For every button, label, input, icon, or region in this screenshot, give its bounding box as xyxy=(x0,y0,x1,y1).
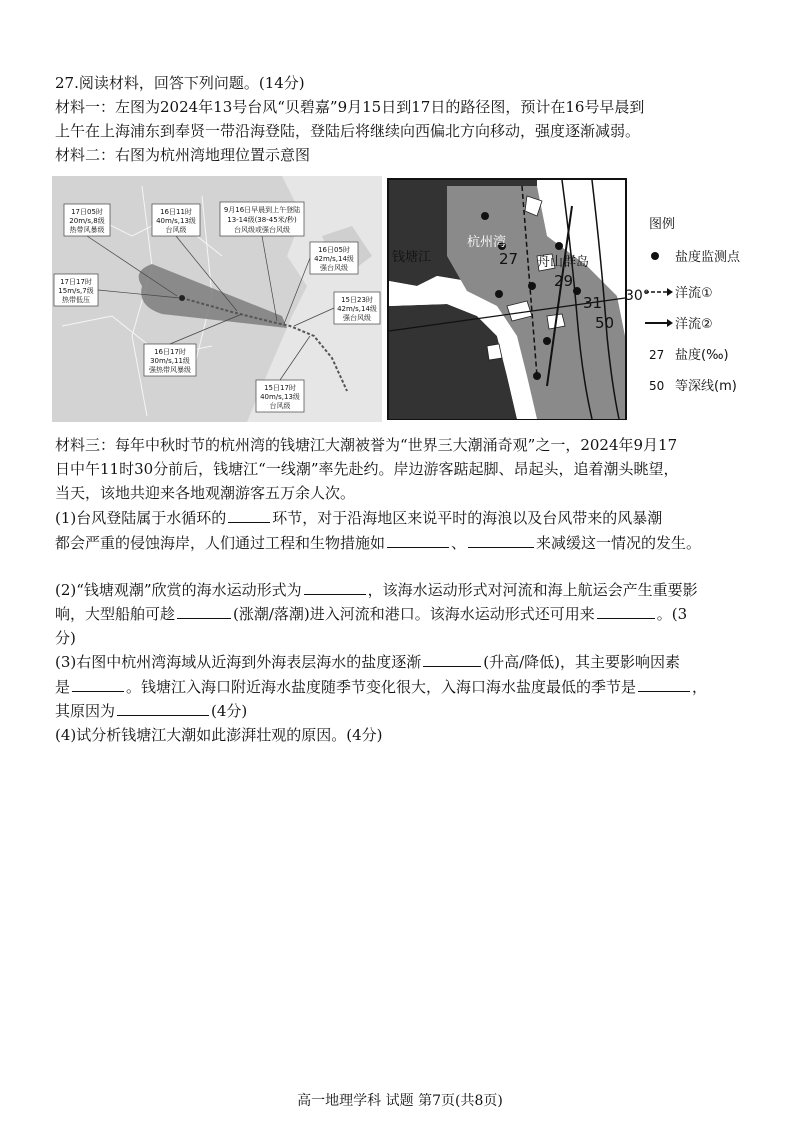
q2-line-1 xyxy=(55,579,698,601)
q3-line-1 xyxy=(55,651,680,673)
legend-depth-value: 50 xyxy=(649,379,665,393)
q3-text-f: 其原因为 xyxy=(55,702,116,720)
place-hangzhouwan: 杭州湾 xyxy=(467,235,507,250)
legend-station: 盐度监测点 xyxy=(675,250,741,265)
depth-50: 50 xyxy=(595,314,615,332)
q1-text-d: 、 xyxy=(451,534,467,552)
typhoon-label-0-l3: 热带风暴级 xyxy=(69,226,105,234)
q2-blank-1[interactable] xyxy=(304,580,366,595)
typhoon-label-6-l2: 30m/s,11级 xyxy=(150,357,190,365)
q1-blank-2[interactable] xyxy=(387,533,449,548)
q3-line-2 xyxy=(55,676,707,698)
q1-blank-1[interactable] xyxy=(228,508,270,523)
q1-blank-3[interactable] xyxy=(468,533,534,548)
salinity-27: 27 xyxy=(499,250,519,268)
material-3-line-1: 材料三：每年中秋时节的杭州湾的钱塘江大潮被誉为“世界三大潮涌奇观”之一，2024年9月17 xyxy=(55,436,678,454)
q2-line-3: 分) xyxy=(55,629,76,647)
typhoon-label-1-l3: 台风级 xyxy=(165,226,187,234)
latitude-30: 30° xyxy=(625,288,650,304)
typhoon-label-5-l1: 15日23时 xyxy=(341,296,373,304)
q2-line-2 xyxy=(55,603,687,625)
q4-line: (4)试分析钱塘江大潮如此澎湃壮观的原因。(4分) xyxy=(55,726,383,744)
q2-blank-3[interactable] xyxy=(597,604,655,619)
hangzhou-bay-map xyxy=(387,176,743,422)
legend-current1: 洋流① xyxy=(675,286,713,301)
material-2: 材料二：右图为杭州湾地理位置示意图 xyxy=(55,146,311,164)
q2-text-e: 。(3 xyxy=(656,605,688,623)
typhoon-label-7-l3: 台风级 xyxy=(269,402,291,410)
q2-text-d: (涨潮/落潮)进入河流和港口。该海水运动形式还可用来 xyxy=(233,605,595,623)
typhoon-label-5-l2: 42m/s,14级 xyxy=(337,305,377,313)
typhoon-label-2-l1: 9月16日早晨到上午登陆 xyxy=(223,206,301,214)
typhoon-label-4-l3: 热带低压 xyxy=(62,296,90,304)
q3-text-e: ， xyxy=(692,678,708,696)
q3-text-c: 是 xyxy=(55,678,71,696)
q3-blank-3[interactable] xyxy=(638,677,690,692)
place-zhoushan: 舟山群岛 xyxy=(537,255,590,270)
legend-current2: 洋流② xyxy=(675,317,713,332)
q2-blank-2[interactable] xyxy=(177,604,231,619)
typhoon-label-7-l1: 15日17时 xyxy=(264,384,296,392)
q1-text-b: 环节，对于沿海地区来说平时的海浪以及台风带来的风暴潮 xyxy=(272,509,663,527)
typhoon-label-1-l1: 16日11时 xyxy=(160,208,192,216)
typhoon-label-4-l1: 17日17时 xyxy=(60,278,92,286)
q2-text-a: (2)“钱塘观潮”欣赏的海水运动形式为 xyxy=(55,581,302,599)
place-qiantang: 钱塘江 xyxy=(392,250,432,265)
legend-salinity-value: 27 xyxy=(649,348,665,362)
typhoon-label-6-l3: 强热带风暴级 xyxy=(149,366,191,374)
typhoon-label-2-l3: 台风级或强台风级 xyxy=(234,226,290,234)
typhoon-label-5-l3: 强台风级 xyxy=(343,314,371,322)
material-3-line-3: 当天，该地共迎来各地观潮游客五万余人次。 xyxy=(55,484,356,502)
salinity-29: 29 xyxy=(554,272,574,290)
q3-text-g: (4分) xyxy=(211,702,248,720)
q3-blank-2[interactable] xyxy=(72,677,124,692)
q1-text-e: 来减缓这一情况的发生。 xyxy=(536,534,702,552)
q3-text-d: 。钱塘江入海口附近海水盐度随季节变化很大，入海口海水盐度最低的季节是 xyxy=(126,678,637,696)
q1-text-c: 都会严重的侵蚀海岸，人们通过工程和生物措施如 xyxy=(55,534,386,552)
legend-salinity: 盐度(‰) xyxy=(675,348,729,363)
typhoon-label-3-l2: 42m/s,14级 xyxy=(314,255,354,263)
typhoon-label-4-l2: 15m/s,7级 xyxy=(58,287,94,295)
typhoon-label-0-l2: 20m/s,8级 xyxy=(69,217,105,225)
material-3-line-2: 日中午11时30分前后，钱塘江“一线潮”率先赴约。岸边游客踮起脚、昂起头，追着潮头眺望， xyxy=(55,460,679,478)
q1-line-1 xyxy=(55,507,662,529)
typhoon-label-3-l3: 强台风级 xyxy=(320,264,348,272)
typhoon-label-6-l1: 16日17时 xyxy=(154,348,186,356)
q2-text-b: ，该海水运动形式对河流和海上航运会产生重要影 xyxy=(367,581,698,599)
typhoon-label-0-l1: 17日05时 xyxy=(71,208,103,216)
material-1-line-2: 上午在上海浦东到奉贤一带沿海登陆，登陆后将继续向西偏北方向移动，强度逐渐减弱。 xyxy=(55,122,641,140)
typhoon-label-2-l2: 13-14级(38-45米/秒) xyxy=(227,216,297,224)
q1-text-a: (1)台风登陆属于水循环的 xyxy=(55,509,227,527)
station-icon xyxy=(651,252,659,260)
salinity-31: 31 xyxy=(583,294,603,312)
typhoon-label-7-l2: 40m/s,13级 xyxy=(260,393,300,401)
q2-text-c: 响，大型船舶可趁 xyxy=(55,605,176,623)
q3-blank-4[interactable] xyxy=(117,701,209,716)
legend-depth: 等深线(m) xyxy=(675,379,737,394)
q3-line-3 xyxy=(55,700,247,722)
typhoon-track-map xyxy=(52,176,382,422)
q3-blank-1[interactable] xyxy=(423,652,481,667)
material-1-line-1: 材料一：左图为2024年13号台风“贝碧嘉”9月15日到17日的路径图，预计在16号早晨到 xyxy=(55,98,645,116)
legend-title: 图例 xyxy=(649,217,676,232)
q3-text-a: (3)右图中杭州湾海域从近海到外海表层海水的盐度逐渐 xyxy=(55,653,422,671)
q1-line-2 xyxy=(55,532,701,554)
q3-text-b: (升高/降低)，其主要影响因素 xyxy=(483,653,681,671)
question-title: 27.阅读材料，回答下列问题。(14分) xyxy=(55,74,305,92)
typhoon-label-1-l2: 40m/s,13级 xyxy=(156,217,196,225)
typhoon-label-3-l1: 16日05时 xyxy=(318,246,350,254)
page-footer: 高一地理学科 试题 第7页(共8页) xyxy=(297,1093,503,1109)
